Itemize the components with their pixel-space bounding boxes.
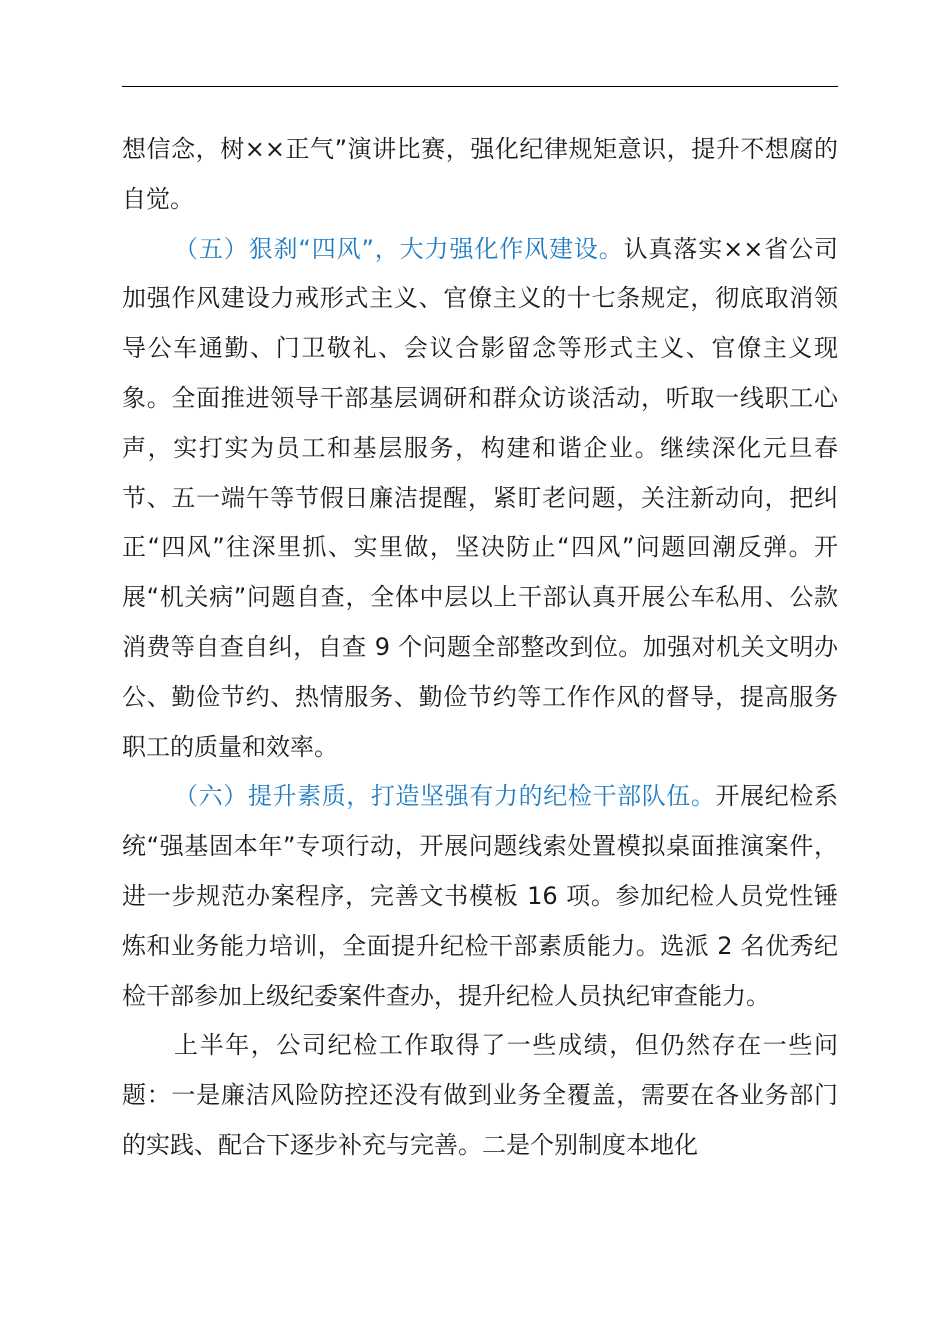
paragraph-section-5	[122, 225, 838, 773]
paragraph-text: 开展纪检系统“强基固本年”专项行动，开展问题线索处置模拟桌面推演案件，进一步规范办案程序，完善文书模板 16 项。参加纪检人员党性锤炼和业务能力培训，全面提升纪检干部素质能力。选派 2 名优秀纪检干部参加上级纪委案件查办，提升纪检人员执纪审查能力。	[122, 782, 839, 1010]
section-heading-6: （六）提升素质，打造坚强有力的纪检干部队伍。	[174, 782, 716, 811]
paragraph-text: 认真落实××省公司加强作风建设力戒形式主义、官僚主义的十七条规定，彻底取消领导公车通勤、门卫敬礼、会议合影留念等形式主义、官僚主义现象。全面推进领导干部基层调研和群众访谈活动，听取一线职工心声，实打实为员工和基层服务，构建和谐企业。继续深化元旦春节、五一端午等节假日廉洁提醒，紧盯老问题，关注新动向，把纠正“四风”往深里抓、实里做，坚决防止“四风”问题回潮反弹。开展“机关病”问题自查，全体中层以上干部认真开展公车私用、公款消费等自查自纠，自查 9 个问题全部整改到位。加强对机关文明办公、勤俭节约、热情服务、勤俭节约等工作作风的督导，提高服务职工的质量和效率。	[122, 234, 838, 761]
paragraph-text: 想信念，树××正气”演讲比赛，强化纪律规矩意识，提升不想腐的自觉。	[122, 135, 838, 213]
header-rule	[122, 86, 838, 87]
paragraph-continuation	[122, 125, 838, 225]
document-body	[122, 125, 838, 1171]
paragraph-text: 上半年，公司纪检工作取得了一些成绩，但仍然存在一些问题：一是廉洁风险防控还没有做到业务全覆盖，需要在各业务部门的实践、配合下逐步补充与完善。二是个别制度本地化	[122, 1031, 838, 1159]
paragraph-summary	[122, 1021, 838, 1170]
section-heading-5: （五）狠刹“四风”，大力强化作风建设。	[174, 234, 624, 263]
paragraph-section-6	[122, 772, 838, 1021]
